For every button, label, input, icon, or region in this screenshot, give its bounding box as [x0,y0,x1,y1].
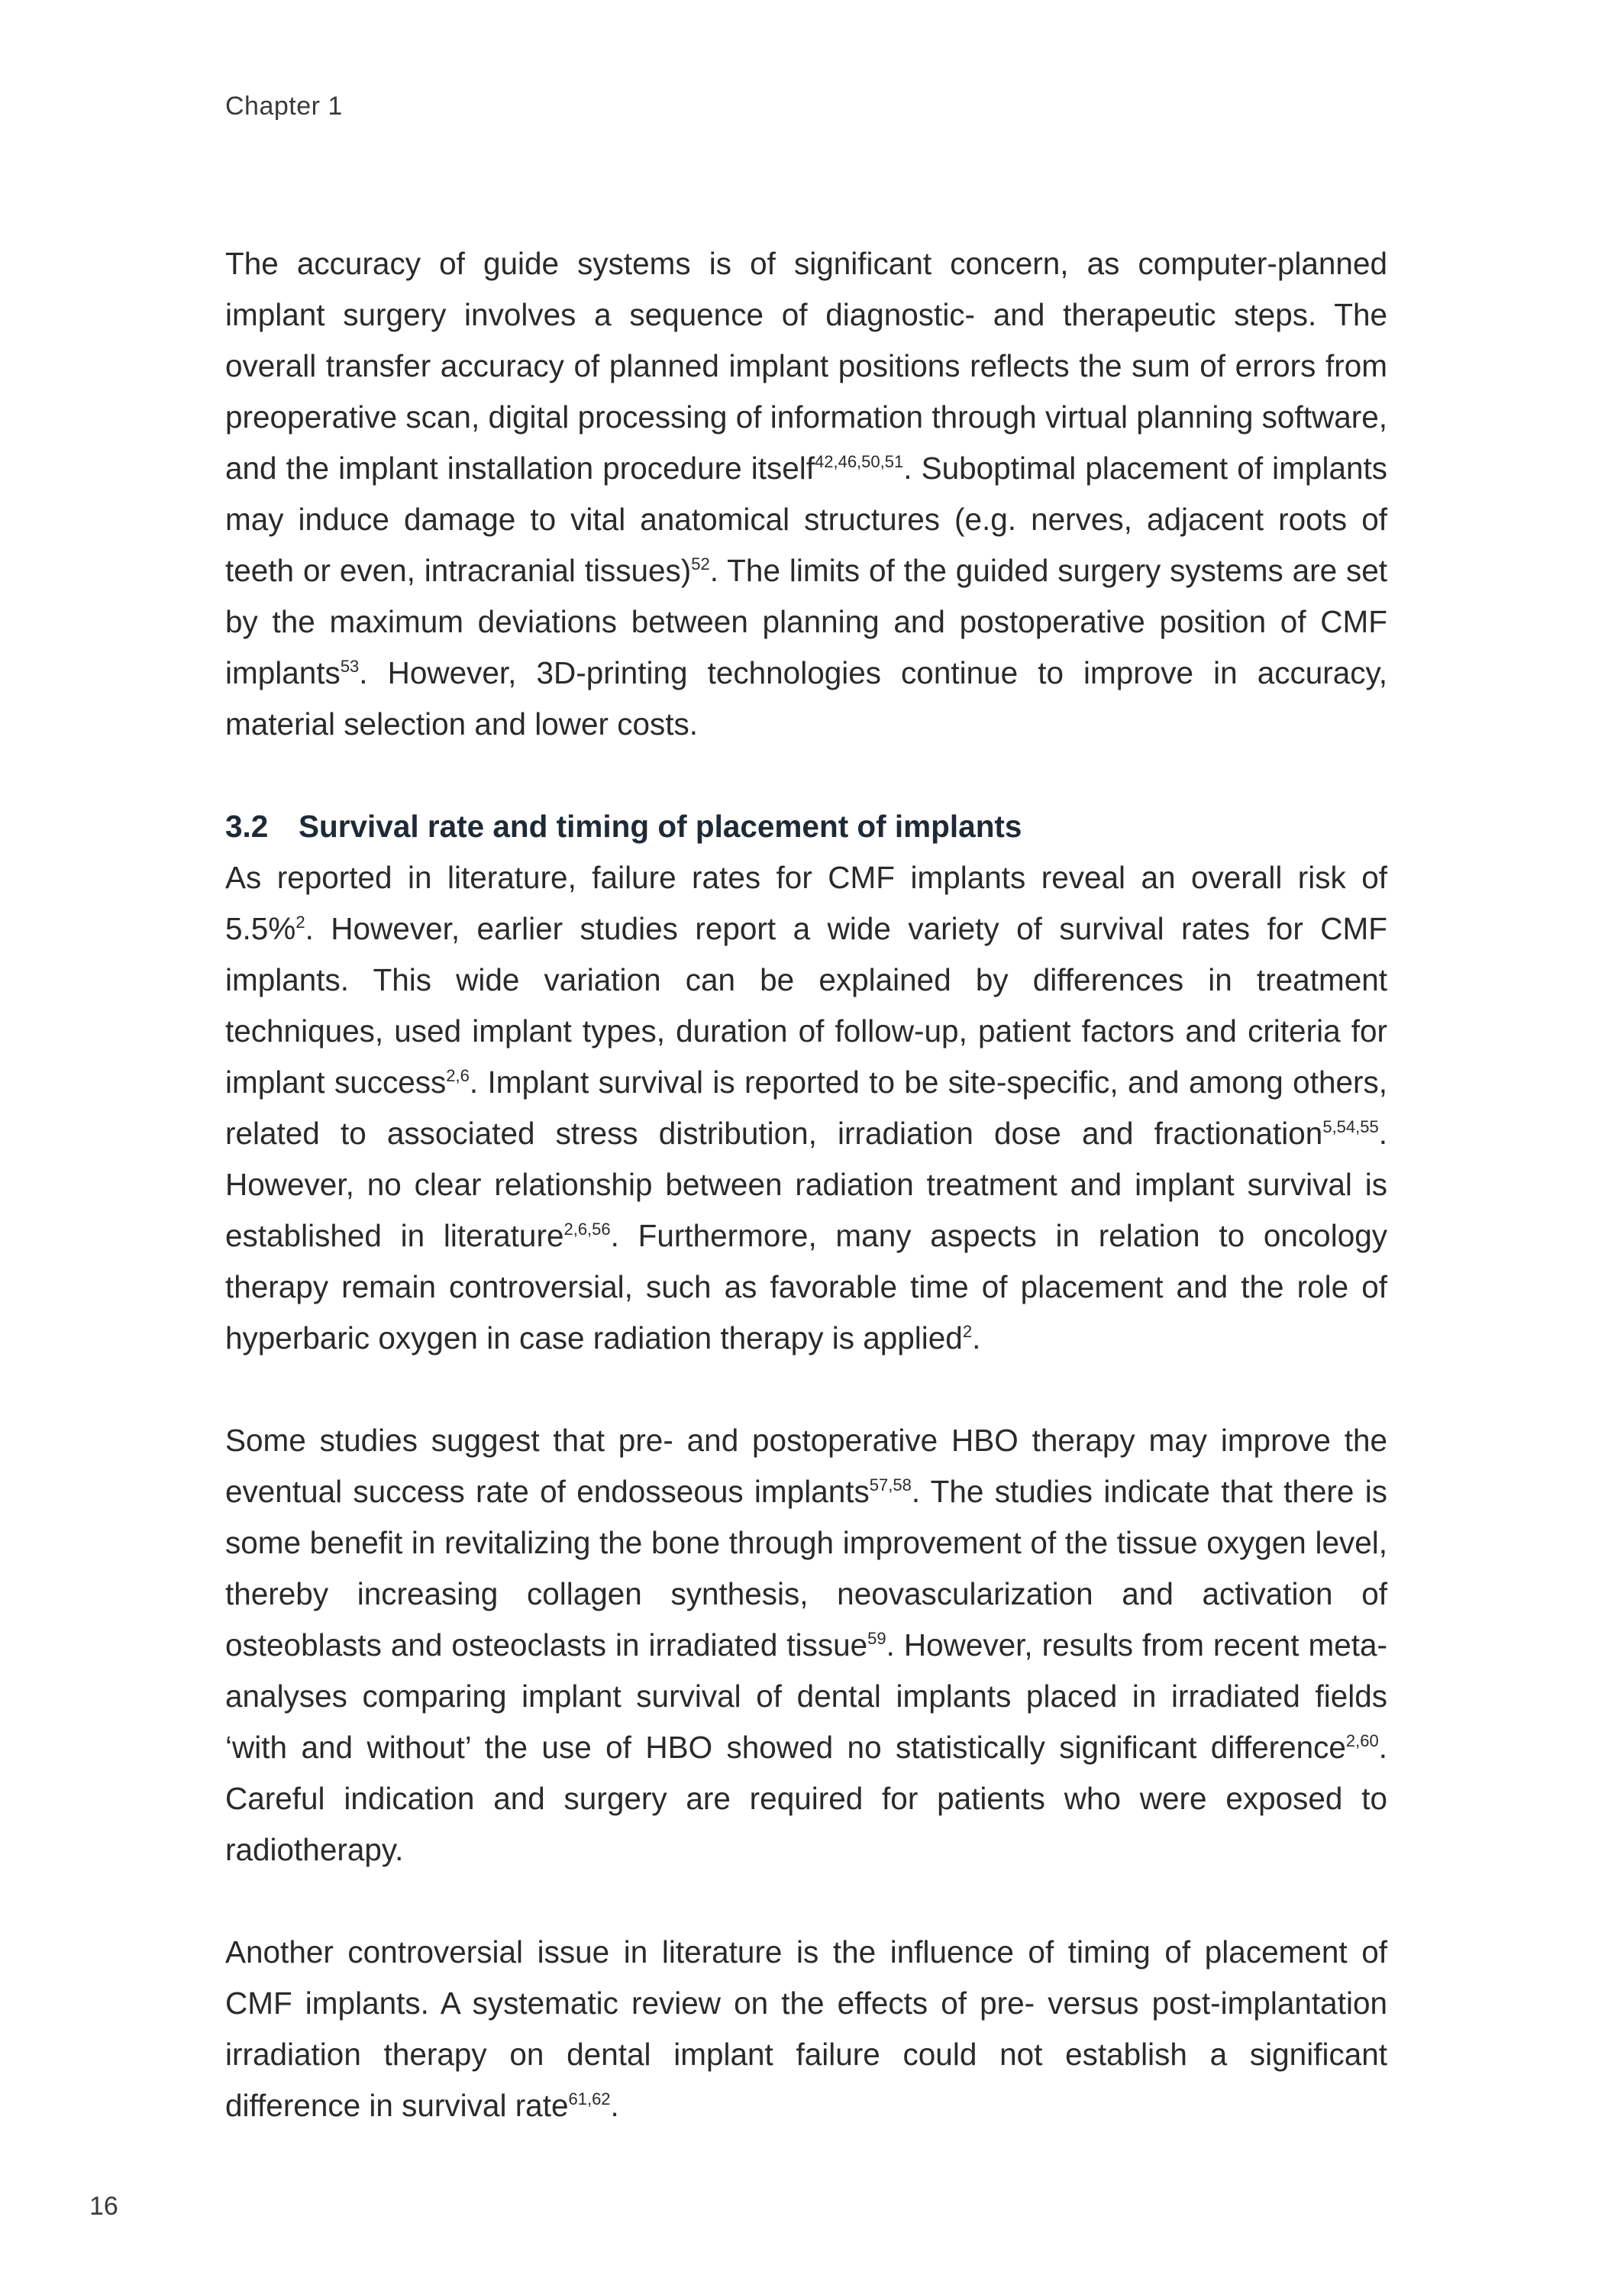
text-span: Some studies suggest that pre- and postoperative HBO therapy may improve the eventual success rate of endosseous implants [225,1423,1387,1509]
citation: 59 [867,1629,886,1648]
main-text [225,238,1387,2131]
citation: 5,54,55 [1322,1117,1379,1136]
text-span: . Suboptimal placement of implants may induce damage to vital anatomical structures (e.g. nerves, adjacent roots of teeth or even, intracranial tissues) [225,451,1387,588]
text-span: . [610,2088,619,2123]
paragraph-survival-rate [225,852,1387,1364]
text-span: . Careful indication and surgery are required for patients who were exposed to radiotherapy. [225,1730,1387,1867]
text-span: . However, no clear relationship between radiation treatment and implant survival is established in literature [225,1116,1387,1253]
text-span: . Furthermore, many aspects in relation to oncology therapy remain controversial, such as favorable time of placement and the role of hyperbaric oxygen in case radiation therapy is applied [225,1218,1387,1356]
text-span: . However, results from recent meta-analyses comparing implant survival of dental implants placed in irradiated fields ‘with and without’ the use of HBO showed no statistically significant difference [225,1627,1387,1765]
paragraph-timing-of-placement [225,1927,1387,2131]
page-number: 16 [89,2192,118,2221]
section-title: Survival rate and timing of placement of implants [299,809,1022,844]
text-span: Another controversial issue in literature is the influence of timing of placement of CMF implants. A systematic review on the effects of pre- versus post-implantation irradiation therapy on dental implant failure could not establish a significant difference in survival rate [225,1934,1387,2123]
paragraph-hbo-therapy [225,1415,1387,1876]
text-span: . [972,1320,981,1356]
running-head: Chapter 1 [225,92,343,121]
citation: 2,60 [1345,1731,1379,1750]
text-span: . Implant survival is reported to be site-specific, and among others, related to associated stress distribution, irradiation dose and fractionation [225,1065,1387,1151]
citation: 53 [340,657,360,676]
citation: 2,6,56 [563,1220,611,1239]
citation: 2 [962,1322,973,1341]
citation: 52 [691,554,710,574]
text-span: As reported in literature, failure rates for CMF implants reveal an overall risk of 5.5% [225,860,1387,946]
citation: 61,62 [568,2089,611,2108]
citation: 2 [295,913,305,932]
text-span: The accuracy of guide systems is of significant concern, as computer-planned implant surgery involves a sequence of diagnostic- and therapeutic steps. The overall transfer accuracy of planned implant positions reflects the sum of errors from preoperative scan, digital processing of information through virtual planning software, and the implant installation procedure itself [225,246,1387,486]
citation: 57,58 [869,1475,912,1494]
citation: 2,6 [446,1066,470,1085]
text-span: . The studies indicate that there is some benefit in revitalizing the bone through improvement of the tissue oxygen level, thereby increasing collagen synthesis, neovascularization and activation of osteoblasts and osteoclasts in irradiated tissue [225,1474,1387,1663]
text-span: . However, 3D-printing technologies continue to improve in accuracy, material selection and lower costs. [225,655,1387,742]
citation: 42,46,50,51 [815,452,904,471]
paragraph-guide-accuracy [225,238,1387,750]
section-number: 3.2 [225,809,269,844]
text-span: . However, earlier studies report a wide variety of survival rates for CMF implants. This wide variation can be explained by differences in treatment techniques, used implant types, duration of follow-up, patient factors and criteria for implant success [225,911,1387,1100]
text-span: . The limits of the guided surgery systems are set by the maximum deviations between planning and postoperative position of CMF implants [225,553,1388,690]
section-heading [225,801,1387,852]
